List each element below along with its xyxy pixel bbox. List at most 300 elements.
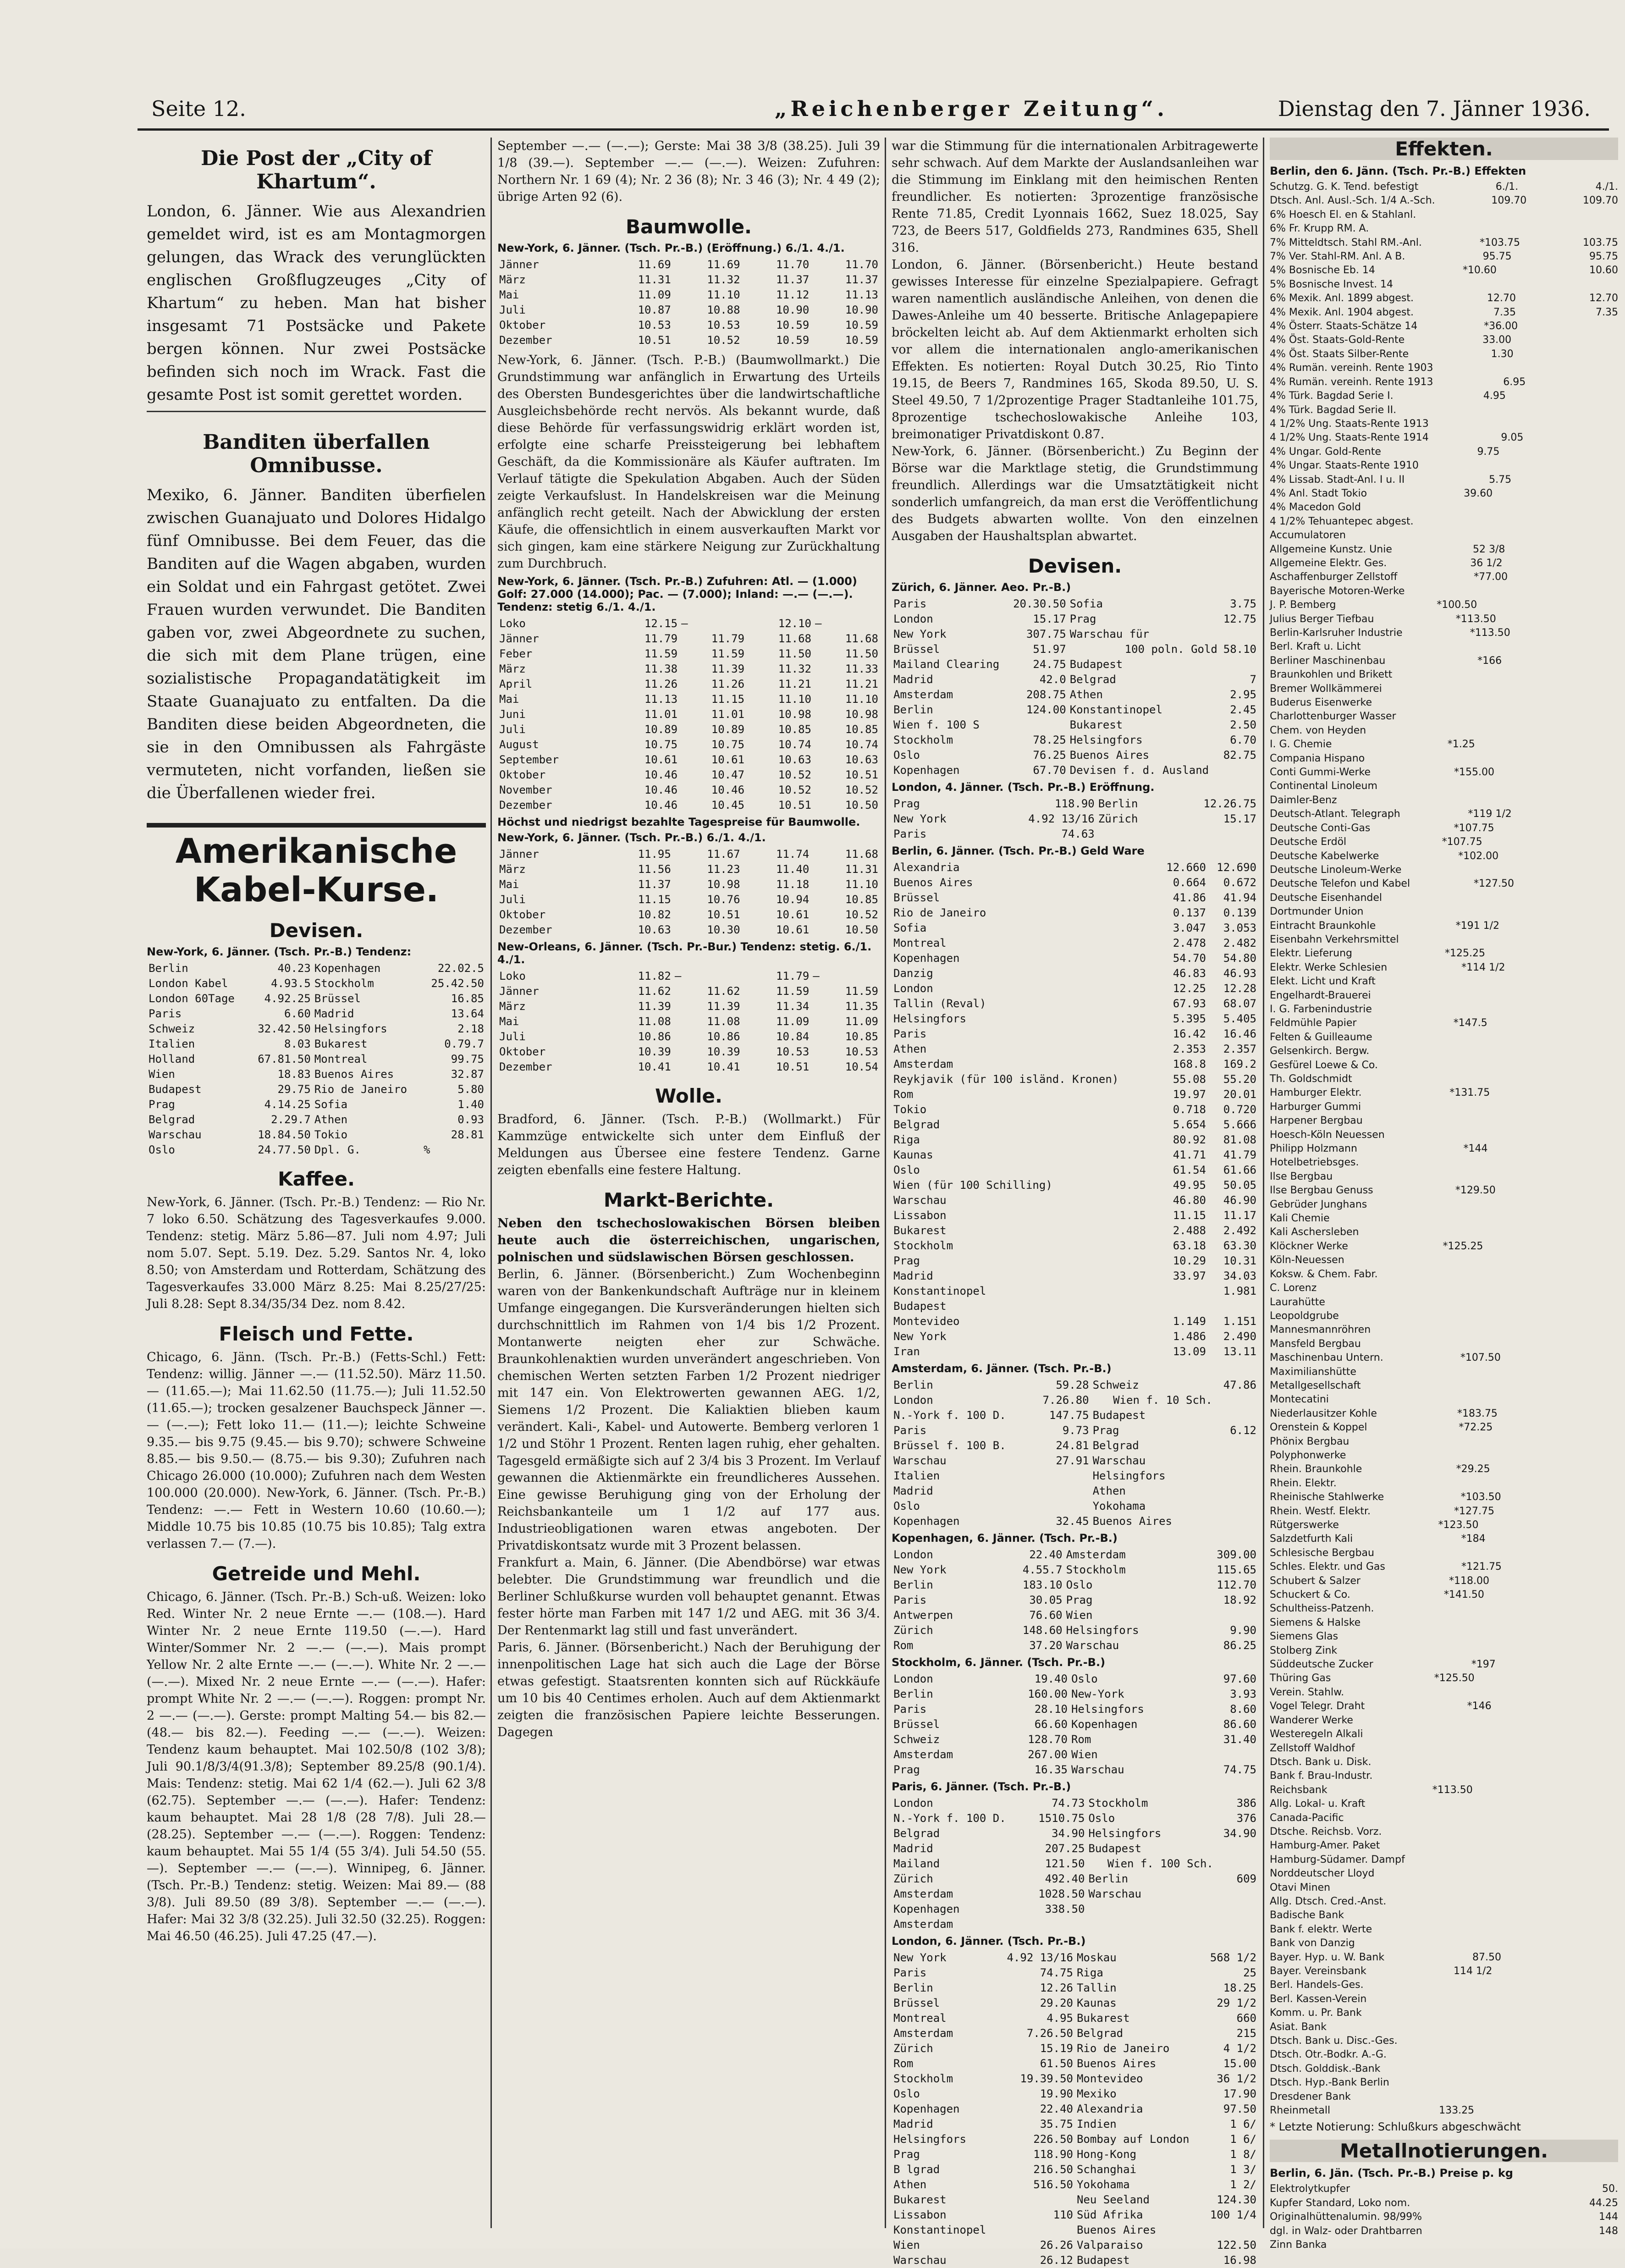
table-cell: 66.60 [1034,1718,1068,1731]
section-title: Wolle. [655,1085,722,1107]
table-row [147,991,486,1006]
item-value [1577,1407,1618,1421]
item-value [1577,1351,1618,1365]
item-value: *197 [1471,1659,1496,1671]
item-value [1577,1156,1618,1170]
item-value [1577,543,1618,557]
table-cell: 10.75 [644,738,678,751]
table-cell: 2.488 [1173,1224,1206,1237]
table-row [892,2238,1258,2253]
item-value [1577,1630,1618,1644]
table-cell: Zürich [893,1624,933,1637]
item-value: 109.70 [1491,195,1527,207]
table-cell: 11.38 [644,662,678,675]
table-cell: Amsterdam [893,1918,953,1931]
table-row [497,892,880,907]
table-cell [1031,1484,1091,1499]
table-cell: Belgrad [1069,673,1116,686]
item-label: Maximilianshütte [1270,1366,1356,1378]
table-cell: 74.75 [1040,1966,1073,1979]
table-row [497,272,880,287]
item-label: I. G. Chemie [1270,739,1332,750]
section-title: Markt-Berichte. [603,1189,774,1211]
list-item [1270,194,1618,208]
list-item [1270,1421,1618,1435]
item-value [1577,1546,1618,1560]
list-item [1270,835,1618,849]
table-cell: 7.26.80 [1042,1394,1089,1407]
item-label: Gesfürel Loewe & Co. [1270,1059,1378,1071]
divider [147,823,486,828]
item-value [1577,1811,1618,1825]
item-value [1454,1923,1495,1937]
list-item [1270,543,1618,557]
table-cell: 86.60 [1223,1718,1256,1731]
table-cell: 19.90 [1040,2087,1073,2100]
table-cell: 12.26.75 [1203,797,1256,810]
table-cell [1197,1747,1258,1762]
table-cell [1215,1887,1258,1902]
table-row [892,1026,1258,1042]
item-label: Engelhardt-Brauerei [1270,989,1371,1001]
table-cell: Wien f. 10 Sch. [1113,1394,1212,1407]
item-label: Bank f. Brau-Industr. [1270,1770,1373,1782]
item-label: Mannesmannröhren [1270,1324,1371,1336]
table-cell [1008,717,1068,733]
item-value [1577,835,1618,849]
table-row [892,2192,1258,2207]
section-title: Baumwolle. [626,215,752,238]
item-label: Ilse Bergbau [1270,1170,1333,1182]
item-value: 9.75 [1477,446,1500,458]
table-cell: Berlin [893,1688,933,1700]
item-label: Thüring Gas [1270,1672,1331,1684]
table-cell: 11.59 [776,985,810,998]
table-cell: 4.92 13/16 [1007,1951,1073,1964]
table-cell: New-York [1071,1688,1124,1700]
table-cell: 1.149 [1173,1315,1206,1328]
column-3 [892,138,1258,2267]
list-item [1270,515,1618,529]
item-value: *125.25 [1443,1240,1483,1252]
table-cell: 33.97 [1173,1269,1206,1282]
table-cell: 11.13 [644,693,678,706]
table-cell [1214,1468,1258,1484]
table-cell: Brüssel [893,643,940,656]
item-value: 87.50 [1472,1951,1502,1963]
table-cell: 47.86 [1223,1379,1256,1391]
item-value [1577,891,1618,905]
item-label: Allgemeine Kunstz. Unie [1270,543,1392,555]
item-label: Ilse Bergbau Genuss [1270,1185,1373,1197]
table-cell: Paris [149,1007,182,1020]
footnote: * Letzte Notierung: Schlußkurs abgeschwächt [1270,2120,1521,2134]
table-cell: 267.00 [1028,1748,1068,1761]
table-cell: 61.54 [1173,1164,1206,1176]
item-value [1577,766,1618,779]
item-value [1577,877,1618,891]
item-value [1577,863,1618,877]
list-item [1270,208,1618,222]
table-cell: Juni [499,708,526,721]
item-label: Chem. von Heyden [1270,724,1366,736]
list-item [1270,1727,1618,1741]
table-cell: 10.59 [776,319,810,331]
page-number: Seite 12. [151,96,246,121]
table-cell: Oslo [893,1500,920,1512]
item-value [1577,375,1618,389]
item-label: Koksw. & Chem. Fabr. [1270,1268,1378,1280]
item-value [1470,1853,1511,1867]
item-value: 114 1/2 [1453,1965,1493,1977]
item-label: 7% Mitteldtsch. Stahl RM.-Anl. [1270,237,1422,248]
table-cell: 10.61 [644,753,678,766]
table-cell: Athen [1069,688,1103,701]
table-cell: Warschau [1071,1763,1124,1776]
item-value: 109.70 [1583,195,1618,207]
item-label: Bank f. elektr. Werte [1270,1923,1372,1935]
table-cell: 1 2/ [1230,2178,1256,2191]
table-cell: Alexandria [893,861,960,874]
item-label: 4% Österr. Staats-Schätze 14 [1270,320,1418,332]
item-value [1455,1602,1496,1616]
table-row [147,961,486,976]
table-cell: 17.90 [1223,2087,1256,2100]
table-row [892,1148,1258,1163]
table-cell: 12.28 [1223,982,1256,995]
table-cell: 22.02.5 [437,962,484,975]
item-value [1577,515,1618,529]
item-label: Bayerische Motoren-Werke [1270,585,1405,597]
table-cell: Berlin [893,1578,933,1591]
list-item [1270,1490,1618,1504]
table-cell: Dezember [499,1060,552,1073]
table-cell: Belgrad [893,1827,940,1840]
report-text: war die Stimmung für die internationalen Arbitragewerte sehr schwach. Auf dem Markte der Auslandsanleihen war die Stimmung im Einklang mit den heimischen Renten freundlicher. Es notierten: 3prozentige französische Rente 71.85, Credit Lyonnais 1662, Suez 18.025, Say 723, de Beers 517, Goldfields 273, Randmines 635, Shell 316. [892,139,1258,255]
table-row [892,1132,1258,1148]
table-cell: Athen [893,2178,927,2191]
item-value [1466,2034,1508,2048]
item-value [1577,1602,1618,1616]
list-item [1270,1992,1618,2006]
item-value [1577,1268,1618,1281]
table-cell: 15.17 [1033,613,1066,625]
item-value [1458,1839,1499,1853]
table-cell: 12.690 [1217,861,1256,874]
item-label: Elektrolytkupfer [1270,2183,1350,2195]
table-row [497,333,880,348]
item-label: Vogel Telegr. Draht [1270,1700,1365,1712]
list-item [1270,1881,1618,1895]
table-cell: Devisen f. d. Ausland [1069,764,1209,777]
table-cell: November [499,784,552,796]
table-row [497,737,880,752]
table-cell: Kopenhagen [893,952,960,965]
table-cell: Athen [893,1043,927,1055]
item-value: *103.75 [1479,237,1520,248]
item-label: Dtsch. Golddisk.-Bank [1270,2063,1381,2075]
table-cell: Warschau [1066,1639,1119,1652]
item-label: Westeregeln Alkali [1270,1728,1363,1740]
metal-list [1270,2182,1618,2252]
item-label: Rhein. Westf. Elektr. [1270,1505,1371,1517]
table-cell: September [499,753,559,766]
table-cell: 10.86 [707,1030,740,1043]
item-value [1448,1379,1489,1393]
table-cell: 10.90 [845,304,878,316]
table-cell: 2.478 [1173,937,1206,949]
table-cell [1096,827,1167,842]
item-value [1577,738,1618,751]
table-cell: 1 8/ [1230,2148,1256,2161]
item-label: Rheinmetall [1270,2105,1331,2117]
cotton-table [497,969,880,1075]
item-label: Dtsch. Bank u. Disk. [1270,1756,1372,1768]
table-cell: 22.40 [1029,1548,1063,1561]
item-value [1577,1783,1618,1797]
table-cell: Brüssel [314,992,361,1005]
table-cell [1215,1902,1258,1917]
table-cell: 10.94 [776,893,810,906]
item-value [1577,348,1618,361]
table-row [892,748,1258,763]
list-item [1270,668,1618,682]
table-cell: 660 [1236,2012,1256,2025]
item-value [1448,1337,1489,1351]
item-value [1577,613,1618,626]
table-cell: Lissabon [893,1209,947,1222]
table-cell: 32.87 [451,1068,484,1081]
item-value [1577,1616,1618,1630]
list-item [1270,1755,1618,1769]
table-cell: 10.50 [845,799,878,811]
table-cell: 42.0 [1039,673,1066,686]
table-cell: 10.61 [711,753,745,766]
item-value [1577,1031,1618,1044]
table-cell: 11.09 [776,1015,810,1028]
table-row [892,1965,1258,1981]
table-cell: Kopenhagen [893,764,960,777]
list-item [1270,1072,1618,1086]
item-value: 1.30 [1491,348,1514,360]
table-cell: 1.151 [1223,1315,1256,1328]
report-text: Bradford, 6. Jänner. (Tsch. P.-B.) (Wollmarkt.) Für Kammzüge entwickelte sich unter dem Einfluß der Meldungen aus Übersee eine festere Tendenz. Garne zeigten ebenfalls eine festere Haltung. [497,1112,880,1177]
item-label: Deutsche Kabelwerke [1270,850,1379,862]
table-cell: Warschau [893,2254,947,2267]
table-cell: 10.87 [638,304,671,316]
table-cell [1208,1299,1258,1314]
table-cell: Helsingfors [1071,1703,1144,1716]
table-cell: Oktober [499,768,546,781]
table-row [892,702,1258,717]
table-cell: 0.137 [1173,906,1206,919]
table-cell: 61.66 [1223,1164,1256,1176]
list-item [1270,1351,1618,1365]
table-row [892,1871,1258,1887]
table-cell: 11.09 [638,288,671,301]
list-item [1270,1560,1618,1574]
item-label: Allg. Dtsch. Cred.-Anst. [1270,1895,1387,1907]
table-row [892,1996,1258,2011]
item-value [1577,222,1618,236]
list-item [1270,1714,1618,1727]
table-cell: Budapest [893,1300,947,1313]
list-item [1270,779,1618,793]
item-value [1577,1853,1618,1867]
table-head: London, 6. Jänner. (Tsch. Pr.-B.) [892,1935,1086,1948]
table-cell: Paris [893,597,927,610]
table-cell: 5.654 [1173,1118,1206,1131]
table-cell: Kaunas [1076,1997,1117,2009]
table-cell: Paris [893,1703,927,1716]
table-cell: Loko [499,617,526,630]
table-row [497,722,880,737]
item-value [1577,585,1618,598]
table-cell: 10.59 [845,319,878,331]
table-cell: 10.46 [711,784,745,796]
list-item [1270,1700,1618,1713]
table-cell: 11.10 [707,288,740,301]
table-cell: N.-York f. 100 D. [893,1409,1006,1422]
table-row [892,2207,1258,2223]
item-label: Montecatini [1270,1394,1329,1406]
table-cell: 307.75 [1026,628,1066,640]
table-head: Paris, 6. Jänner. (Tsch. Pr.-B.) [892,1780,1071,1793]
item-label: Wanderer Werke [1270,1714,1353,1726]
table-cell: Wien [1071,1748,1098,1761]
table-cell: Prag [149,1098,175,1111]
table-row [892,1378,1258,1393]
table-cell: 10.29 [1173,1254,1206,1267]
table-row [892,1623,1258,1638]
item-value: 95.75 [1589,251,1618,263]
table-row [892,1856,1258,1871]
item-value [1577,2238,1618,2252]
table-row [892,1826,1258,1841]
list-item [1270,1003,1618,1016]
item-value [1577,1937,1618,1950]
table-cell: 11.10 [778,693,811,706]
item-value: *144 [1463,1143,1488,1155]
table-cell: 10.89 [644,723,678,736]
table-cell: 34.03 [1223,1269,1256,1282]
table-cell: 19.39.50 [1020,2072,1073,2085]
item-value [1577,682,1618,696]
list-item [1270,2182,1618,2196]
table-cell: Bukarest [893,1224,947,1237]
item-label: Hotelbetriebsges. [1270,1157,1359,1169]
table-cell: Bukarest [1076,2012,1130,2025]
table-cell: 6.12 [1230,1424,1256,1437]
item-value: *147.5 [1453,1017,1487,1029]
item-value: *114 1/2 [1461,961,1505,973]
item-value [1577,1435,1618,1449]
table-cell: 10.85 [845,1030,878,1043]
table-cell: 169.2 [1223,1058,1256,1071]
list-item [1270,2104,1618,2118]
list-item [1270,626,1618,640]
table-row [892,996,1258,1011]
table-cell: 86.25 [1223,1639,1256,1652]
item-value [1577,1086,1618,1100]
table-cell: Amsterdam [893,1887,953,1900]
item-value: *127.75 [1454,1505,1494,1517]
item-value [1577,1574,1618,1588]
list-item [1270,1742,1618,1755]
item-value [1577,278,1618,292]
item-value [1453,1044,1494,1058]
item-label: Stolberg Zink [1270,1644,1338,1656]
table-row [892,1223,1258,1238]
table-cell: Montevideo [1076,2072,1143,2085]
item-value [1577,654,1618,668]
item-value [1443,2090,1484,2104]
table-cell: 11.70 [776,258,810,271]
item-value [1451,1198,1493,1212]
table-cell [1086,1917,1215,1932]
item-value [1449,1100,1490,1114]
table-cell: Dezember [499,334,552,347]
table-cell: 11.62 [707,985,740,998]
table-cell: 10.86 [638,1030,671,1043]
table-cell: Kopenhagen [893,1903,960,1915]
table-row [892,733,1258,748]
table-row [892,1514,1258,1529]
fx-table [892,860,1258,1359]
item-value [1577,779,1618,793]
item-value [1577,361,1618,375]
table-row [497,616,880,631]
item-value [1477,459,1518,473]
table-cell: Mexiko [1076,2087,1117,2100]
table-cell: 11.08 [638,1015,671,1028]
list-item [1270,278,1618,292]
table-cell: 13.64 [451,1007,484,1020]
item-value [1577,1909,1618,1922]
table-cell: 82.75 [1223,749,1256,762]
table-cell: 18.84.50 [258,1128,311,1141]
table-cell: 11.59 [711,647,745,660]
table-cell: 46.90 [1223,1194,1256,1207]
item-label: Klöckner Werke [1270,1240,1348,1252]
table-cell: Dezember [499,923,552,936]
item-label: Zinn Banka [1270,2239,1327,2251]
table-row [892,1072,1258,1087]
table-cell: 11.09 [845,1015,878,1028]
list-item [1270,807,1618,821]
table-row [147,1006,486,1021]
list-item [1270,682,1618,696]
article-body: London, 6. Jänner. Wie aus Alexandrien gemeldet wird, ist es am Montagmorgen gelungen, das Wrack des verunglückten englischen Großflugzeuges „City of Khartum“ zu heben. Man hat bisher insgesamt 71 Postsäcke und Pakete bergen können. Nur zwei Postsäcke befinden sich noch im Wrack. Fast die gesamte Post ist somit gerettet worden. [147,202,486,404]
item-label: 6% Mexik. Anl. 1899 abgest. [1270,292,1414,304]
section-title: Metallnotierungen. [1270,2140,1618,2162]
table-head: Berlin, 6. Jänner. (Tsch. Pr.-B.) Geld Ware [892,844,1145,857]
table-row [892,1578,1258,1593]
table-cell: Wien [149,1068,175,1081]
item-label: Feldmühle Papier [1270,1017,1357,1029]
table-row [892,1299,1258,1314]
item-value [1577,1100,1618,1114]
list-item [1270,1198,1618,1212]
table-cell: 10.98 [707,878,740,891]
table-cell: 55.20 [1223,1073,1256,1086]
list-item [1270,1379,1618,1393]
item-value: 4.95 [1483,390,1506,402]
item-value [1577,1462,1618,1476]
item-label: Siemens Glas [1270,1631,1339,1643]
table-row [497,318,880,333]
item-value [1448,501,1489,514]
